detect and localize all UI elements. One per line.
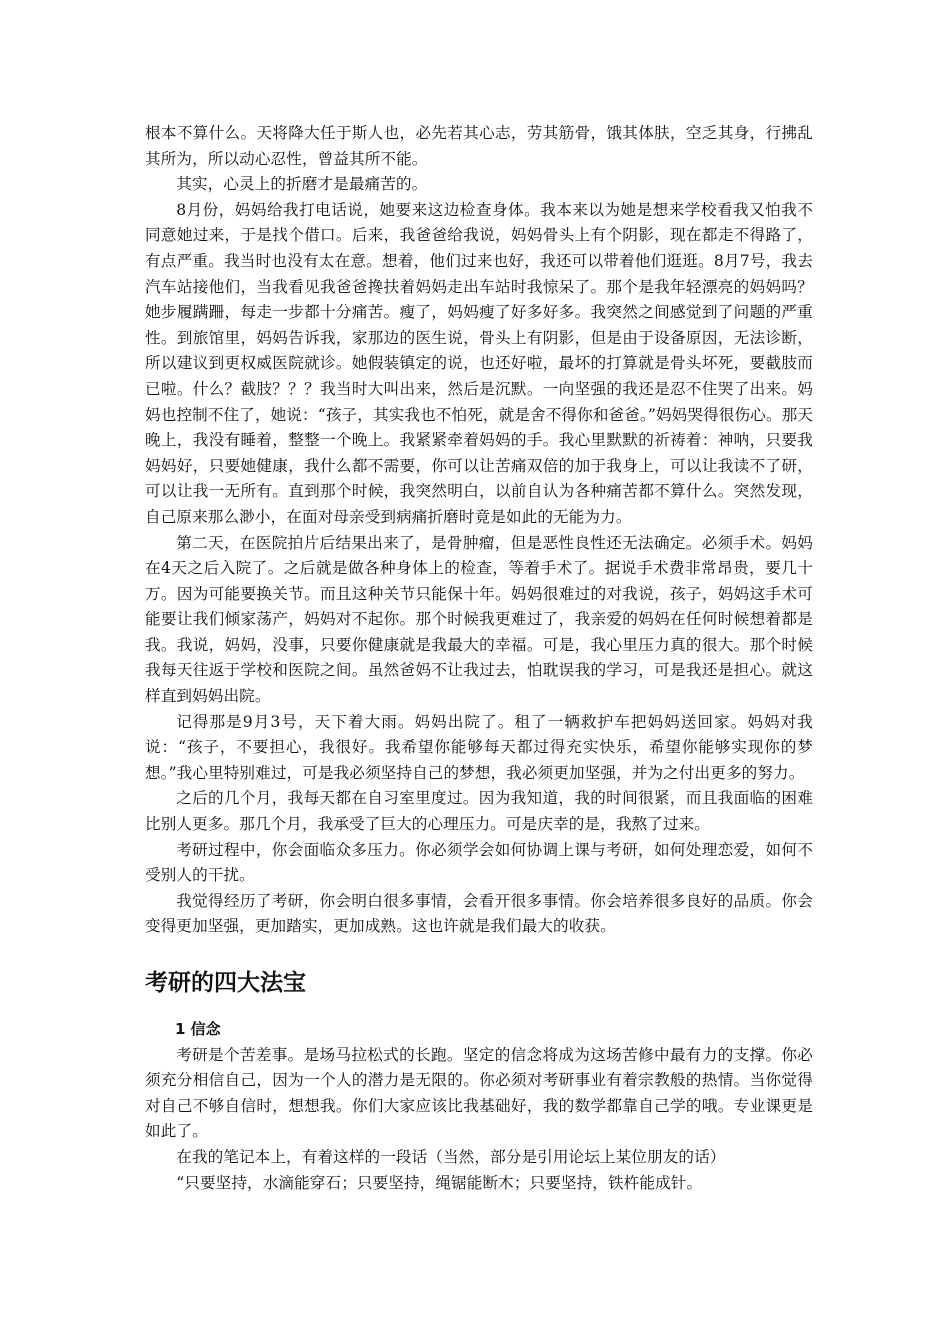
paragraph: 考研是个苦差事。是场马拉松式的长跑。坚定的信念将成为这场苦修中最有力的支撑。你必须充分相信自己，因为一个人的潜力是无限的。你必须对考研事业有着宗教般的热情。当你觉得对自己不够自信时，想想我。你们大家应该比我基础好，我的数学都靠自己学的哦。专业课更是如此了。 <box>145 1045 813 1141</box>
paragraph: 记得那是9月3号，天下着大雨。妈妈出院了。租了一辆救护车把妈妈送回家。妈妈对我说：“孩子，不要担心，我很好。我希望你能够每天都过得充实快乐，希望你能够实现你的梦想。”我心里特别难过，可是我必须坚持自己的梦想，我必须更加坚强，并为之付出更多的努力。 <box>145 712 813 782</box>
paragraph: 其实，心灵上的折磨才是最痛苦的。 <box>176 175 428 194</box>
paragraph: 我觉得经历了考研，你会明白很多事情，会看开很多事情。你会培养很多良好的品质。你会变得更加坚强，更加踏实，更加成熟。这也许就是我们最大的收获。 <box>145 891 813 936</box>
subsection-heading: 1 信念 <box>175 1020 221 1038</box>
paragraph: 第二天，在医院拍片后结果出来了，是骨肿瘤，但是恶性良性还无法确定。必须手术。妈妈在4天之后入院了。之后就是做各种身体上的检查，等着手术了。据说手术费非常昂贵，要几十万。因为可能要换关节。而且这种关节只能保十年。妈妈很难过的对我说，孩子，妈妈这手术可能要让我们倾家荡产，妈妈对不起你。那个时候我更难过了，我亲爱的妈妈在任何时候想着都是我。我说，妈妈，没事，只要你健康就是我最大的幸福。可是，我心里压力真的很大。那个时候我每天往返于学校和医院之间。虽然爸妈不让我过去，怕耽误我的学习，可是我还是担心。就这样直到妈妈出院。 <box>145 533 813 706</box>
paragraph: 8月份，妈妈给我打电话说，她要来这边检查身体。我本来以为她是想来学校看我又怕我不同意她过来，于是找个借口。后来，我爸爸给我说，妈妈骨头上有个阴影，现在都走不得路了，有点严重。我当时也没有太在意。想着，他们过来也好，我还可以带着他们逛逛。8月7号，我去汽车站接他们，当我看见我爸爸搀扶着妈妈走出车站时我惊呆了。那个是我年轻漂亮的妈妈吗？她步履蹒跚，每走一步都十分痛苦。瘦了，妈妈瘦了好多好多。我突然之间感觉到了问题的严重性。到旅馆里，妈妈告诉我，家那边的医生说，骨头上有阴影，但是由于设备原因，无法诊断，所以建议到更权威医院就诊。她假装镇定的说，也还好啦，最坏的打算就是骨头坏死，要截肢而已啦。什么？截肢？？？我当时大叫出来，然后是沉默。一向坚强的我还是忍不住哭了出来。妈妈也控制不住了，她说：“孩子，其实我也不怕死，就是舍不得你和爸爸。”妈妈哭得很伤心。那天晚上，我没有睡着，整整一个晚上。我紧紧牵着妈妈的手。我心里默默的祈祷着：神呐，只要我妈妈好，只要她健康，我什么都不需要，你可以让苦痛双倍的加于我身上，可以让我读不了研，可以让我一无所有。直到那个时候，我突然明白，以前自认为各种痛苦都不算什么。突然发现，自己原来那么渺小，在面对母亲受到病痛折磨时竟是如此的无能为力。 <box>145 200 813 526</box>
paragraph: 之后的几个月，我每天都在自习室里度过。因为我知道，我的时间很紧，而且我面临的困难比别人更多。那几个月，我承受了巨大的心理压力。可是庆幸的是，我熬了过来。 <box>145 789 813 834</box>
paragraph: 根本不算什么。天将降大任于斯人也，必先若其心志，劳其筋骨，饿其体肤，空乏其身，行拂乱其所为，所以动心忍性，曾益其所不能。 <box>145 124 813 168</box>
quote-paragraph: “只要坚持，水滴能穿石；只要坚持，绳锯能断木；只要坚持，铁杵能成针。 <box>176 1173 703 1192</box>
paragraph: 考研过程中，你会面临众多压力。你必须学会如何协调上课与考研，如何处理恋爱，如何不受别人的干扰。 <box>145 840 813 885</box>
section-heading: 考研的四大法宝 <box>145 970 306 996</box>
document-body <box>145 121 813 1196</box>
paragraph: 在我的笔记本上，有着这样的一段话（当然，部分是引用论坛上某位朋友的话） <box>176 1147 726 1166</box>
